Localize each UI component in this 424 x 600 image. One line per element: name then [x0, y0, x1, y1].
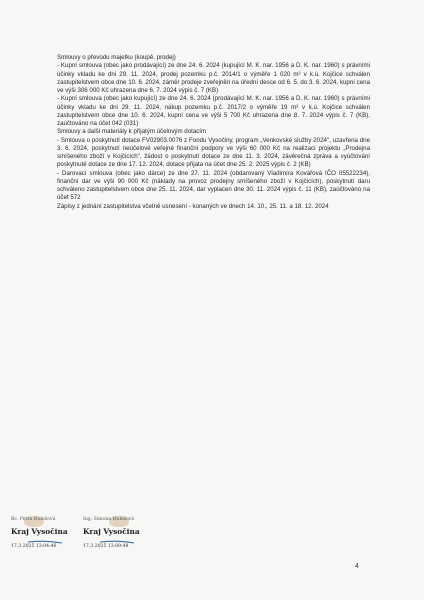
signature-timestamp: 17.3.2025 13:04:46	[11, 544, 57, 549]
swoosh-icon	[99, 540, 135, 544]
paragraph-subsidy-contract: - Smlouva o poskytnutí dotace FV02903.0076 z Fondu Vysočiny, program „Venkovské služby 2024", uzavřena dne 3. 6. 2024, poskytnutí neúčelové veřejné finanční podpory ve výši 60 000 Kč na realizaci projektu „Prodejna smíšeného zboží v Kojčicích", žádost o poskytnutí dotace ze dne 11. 3. 2024, závěrečná zpráva a vyúčtování poskytnuté dotace ze dne 17. 12. 2024, dotace přijata na účet dne 25. 2. 2025 výpis č. 2 (KB)	[57, 136, 370, 169]
signature-block-1	[11, 517, 89, 567]
signer-name: Bc. Petra Hulešová	[11, 517, 56, 522]
signature-block-2	[83, 517, 161, 567]
section-heading-subsidies: Smlouvy a další materiály k přijatým účelovým dotacím	[57, 128, 207, 136]
section-heading-transfers: Smlouvy o převodu majetku (koupě, prodej)	[57, 54, 176, 61]
signer-name: Ing. Simona Hulešová	[83, 517, 135, 522]
swoosh-icon	[27, 540, 63, 544]
brand-name: Kraj Vysočina	[11, 527, 68, 536]
paragraph-gift-contract: - Darovací smlouva (obec jako dárce) ze dne 27. 11. 2024 (obdarovaný Vladimíra Kovářová IČO 05522234), finanční dar ve výši 90 000 Kč (náklady na provoz prodejny smíšeného zboží v Kojčicích), poskytnutí daru schváleno zastupitelstvem obce dne 25. 11. 2024, dar vyplacen dne 30. 11. 2024 výpis č. 11 (KB), zaúčtováno na účet 572	[57, 169, 370, 202]
document-text	[57, 54, 370, 211]
paragraph-council-minutes: Zápisy z jednání zastupitelstva včetně usnesení - konaných ve dnech 14. 10., 25. 11. a 18. 12. 2024	[57, 202, 329, 210]
paragraph-purchase-contract: - Kupní smlouva (obec jako kupující) ze dne 24. 6. 2024 (prodávající M. K. nar. 1956 a D. K. nar. 1960) s právními účinky vkladu ke dni 29. 11. 2024, nákup pozemku p.č. 2017/2 o výměře 19 m² v k.ú. Kojčice schválen zastupitelstvem obce dne 10. 6. 2024, kupní cena ve výši 5 700 Kč uhrazena dne 8. 7. 2024 výpis č. 7 (KB), zaúčtováno na účet 042 (031)	[57, 95, 370, 127]
paragraph-sale-contract: - Kupní smlouva (obec jako prodávající) ze dne 24. 6. 2024 (kupující M. K. nar. 1956 a D. K. nar. 1960) s právními účinky vkladu ke dni 29. 11. 2024, prodej pozemku p.č. 2014/1 o výměře 1 020 m² v k.ú. Kojčice schválen zastupitelstvem obce dne 10. 6. 2024, záměr prodeje zveřejněn na úřední desce od 6. 5. do 3. 6. 2024, kupní cena ve výši 306 000 Kč uhrazena dne 6. 7. 2024 výpis č. 7 (KB)	[57, 62, 370, 94]
signature-timestamp: 17.3.2025 13:09:48	[83, 544, 129, 549]
brand-name: Kraj Vysočina	[83, 527, 140, 536]
page-number: 4	[355, 563, 359, 570]
